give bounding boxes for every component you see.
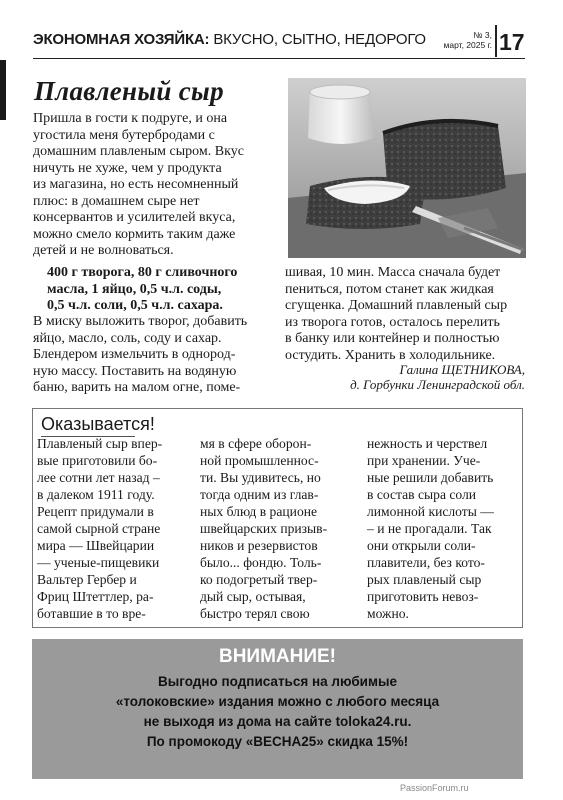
ingredients: 400 г творога, 80 г сливочного масла, 1 яйцо, 0,5 ч.л. соды, 0,5 ч.л. соли, 0,5 ч.л. сахара. <box>47 265 238 313</box>
banner-heading: ВНИМАНИЕ! <box>218 646 337 667</box>
article-intro: Пришла в гости к подруге, и она угостила меня бутербродами с домашним плавленым сыром. Вкус ничуть не хуже, чем у продукта из магазина, но есть несомненный плюс: в домашнем сыре нет консервантов и усилителей вкуса, можно смело кормить таким даже детей и не волноваться. <box>33 111 244 258</box>
fact-column-3: нежность и черствел при хранении. Уче- ные решили добавить в состав сыра соли лимонной кислоты — – и не прогадали. Так они открыли соли- плавители, без кото- рых плавленый сыр приготовить невоз- можно. <box>367 436 494 621</box>
watermark: PassionForum.ru <box>400 783 469 793</box>
author-location: д. Горбунки Ленинградской обл. <box>350 377 525 392</box>
issue-info <box>430 30 492 50</box>
fact-column-2: мя в сфере оборон- ной промышленнос- ти. Вы удивитесь, но тогда одним из глав- ных блюд в рационе швейцарских призыв- ников и резервистов было... фондю. Толь- ко подогретый твер- дый сыр, остывая, быстро терял свою <box>200 436 328 621</box>
page-number: 17 <box>499 29 525 55</box>
header-separator <box>495 25 497 57</box>
cheese-photo <box>288 78 526 258</box>
method-left: В миску выложить творог, добавить яйцо, масло, соль, соду и сахар. Блендером измельчить в однород- ную массу. Поставить на водяную баню, варить на малом огне, поме- <box>33 314 248 395</box>
fact-box-title: Оказывается! <box>41 414 155 437</box>
issue-number: № 3, <box>473 30 492 40</box>
banner-line-2: «толоковские» издания можно с любого месяца <box>115 694 440 709</box>
article-title: Плавленый сыр <box>34 76 224 106</box>
issue-date: март, 2025 г. <box>443 40 492 50</box>
banner-line-4: По промокоду «ВЕСНА25» скидка 15%! <box>146 734 409 749</box>
magazine-title: ЭКОНОМНАЯ ХОЗЯЙКА: ВКУСНО, СЫТНО, НЕДОРОГО <box>33 31 426 48</box>
fact-column-1: Плавленый сыр впер- вые приготовили бо- лее сотни лет назад – в далеком 1911 году. Рецепт придумали в самой сырной стране мира — Швейцарии — ученые-пищевики Вальтер Гербер и Фриц Штеттлер, ра- ботавшие в то вре- <box>37 436 163 621</box>
method-right: шивая, 10 мин. Масса сначала будет пениться, потом станет как жидкая сгущенка. Домашний плавленый сыр из творога готов, осталось перелить в банку или контейнер и полностью остудить. Хранить в холодильнике. <box>285 265 508 363</box>
edge-tab <box>0 60 6 120</box>
header-rule <box>33 58 525 59</box>
author-name: Галина ЩЕТНИКОВА, <box>399 362 525 377</box>
banner-line-1: Выгодно подписаться на любимые <box>158 674 397 689</box>
banner-line-3: не выходя из дома на сайте toloka24.ru. <box>143 714 412 729</box>
